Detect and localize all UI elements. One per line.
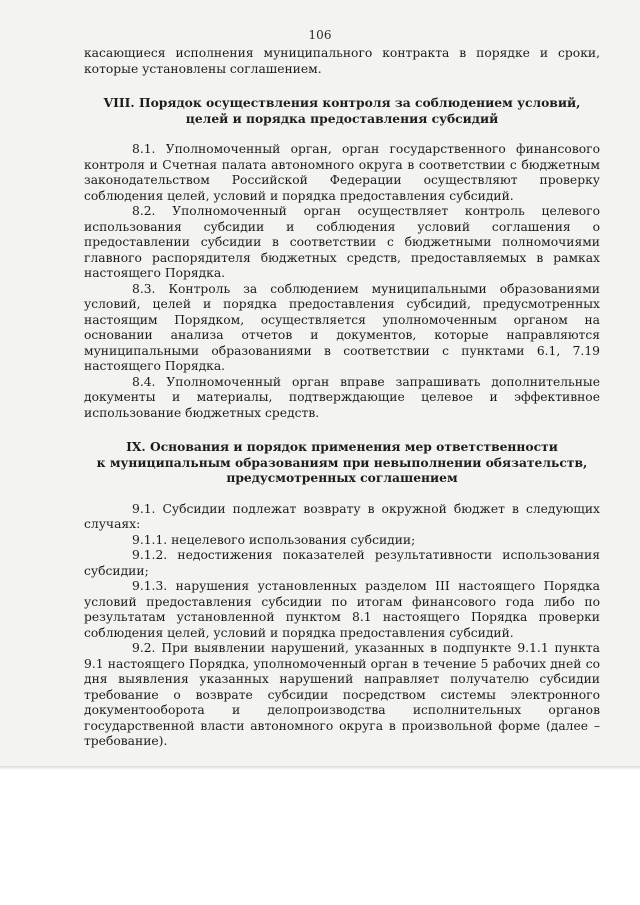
paragraph-8-2: 8.2. Уполномоченный орган осуществляет контроль целевого использования субсидии и соблюдения условий соглашения о предоставлении субсидии в соответствии с бюджетными полномочиями главного распорядителя бюджетных средств, предоставляемых в рамках настоящего Порядка. bbox=[84, 204, 600, 280]
section-9-heading-line-1: IX. Основания и порядок применения мер ответственности bbox=[126, 439, 558, 454]
paragraph-8-1: 8.1. Уполномоченный орган, орган государственного финансового контроля и Счетная палата автономного округа в соответствии с бюджетным законодательством Российской Федерации осуществляют проверку соблюдения целей, условий и порядка предоставления субсидий. bbox=[84, 142, 600, 203]
section-9-heading-line-3: предусмотренных соглашением bbox=[226, 470, 458, 485]
paragraph-8-3: 8.3. Контроль за соблюдением муниципальными образованиями условий, целей и порядка предоставления субсидий, предусмотренных настоящим Порядком, осуществляется уполномоченным органом на основании анализа отчетов и документов, которые направляются муниципальными образованиями в соответствии с пунктами 6.1, 7.19 настоящего Порядка. bbox=[84, 281, 600, 373]
paragraph-8-4: 8.4. Уполномоченный орган вправе запрашивать дополнительные документы и материалы, подтверждающие целевое и эффективное использование бюджетных средств. bbox=[84, 374, 600, 420]
document-body bbox=[84, 46, 600, 750]
section-9-heading-line-2: к муниципальным образованиям при невыполнении обязательств, bbox=[96, 454, 588, 470]
section-8-heading bbox=[84, 95, 600, 126]
paragraph-9-1: 9.1. Субсидии подлежат возврату в окружной бюджет в следующих случаях: bbox=[84, 501, 600, 531]
paragraph-9-1-3: 9.1.3. нарушения установленных разделом III настоящего Порядка условий предоставления субсидии по итогам финансового года либо по результатам установленной пунктом 8.1 настоящего Порядка проверки соблюдения целей, условий и порядка предоставления субсидий. bbox=[84, 579, 600, 640]
section-8-heading-line-2: целей и порядка предоставления субсидий bbox=[185, 110, 499, 126]
page-number: 106 bbox=[308, 28, 332, 42]
section-9-heading bbox=[84, 439, 600, 486]
paragraph-9-2: 9.2. При выявлении нарушений, указанных в подпункте 9.1.1 пункта 9.1 настоящего Порядка, уполномоченный орган в течение 5 рабочих дней со дня выявления указанных нарушений направляет получателю субсидии требование о возврате субсидии посредством системы электронного документооборота и делопроизводства исполнительных органов государственной власти автономного округа в произвольной форме (далее – требование). bbox=[84, 641, 600, 748]
scan-edge-shadow bbox=[0, 766, 640, 770]
paragraph-9-1-2: 9.1.2. недостижения показателей результативности использования субсидии; bbox=[84, 548, 600, 578]
section-8-heading-line-1: VIII. Порядок осуществления контроля за соблюдением условий, bbox=[103, 95, 581, 110]
paragraph-9-1-1: 9.1.1. нецелевого использования субсидии; bbox=[132, 532, 416, 547]
continuation-paragraph: касающиеся исполнения муниципального контракта в порядке и сроки, которые установлены соглашением. bbox=[84, 46, 600, 76]
